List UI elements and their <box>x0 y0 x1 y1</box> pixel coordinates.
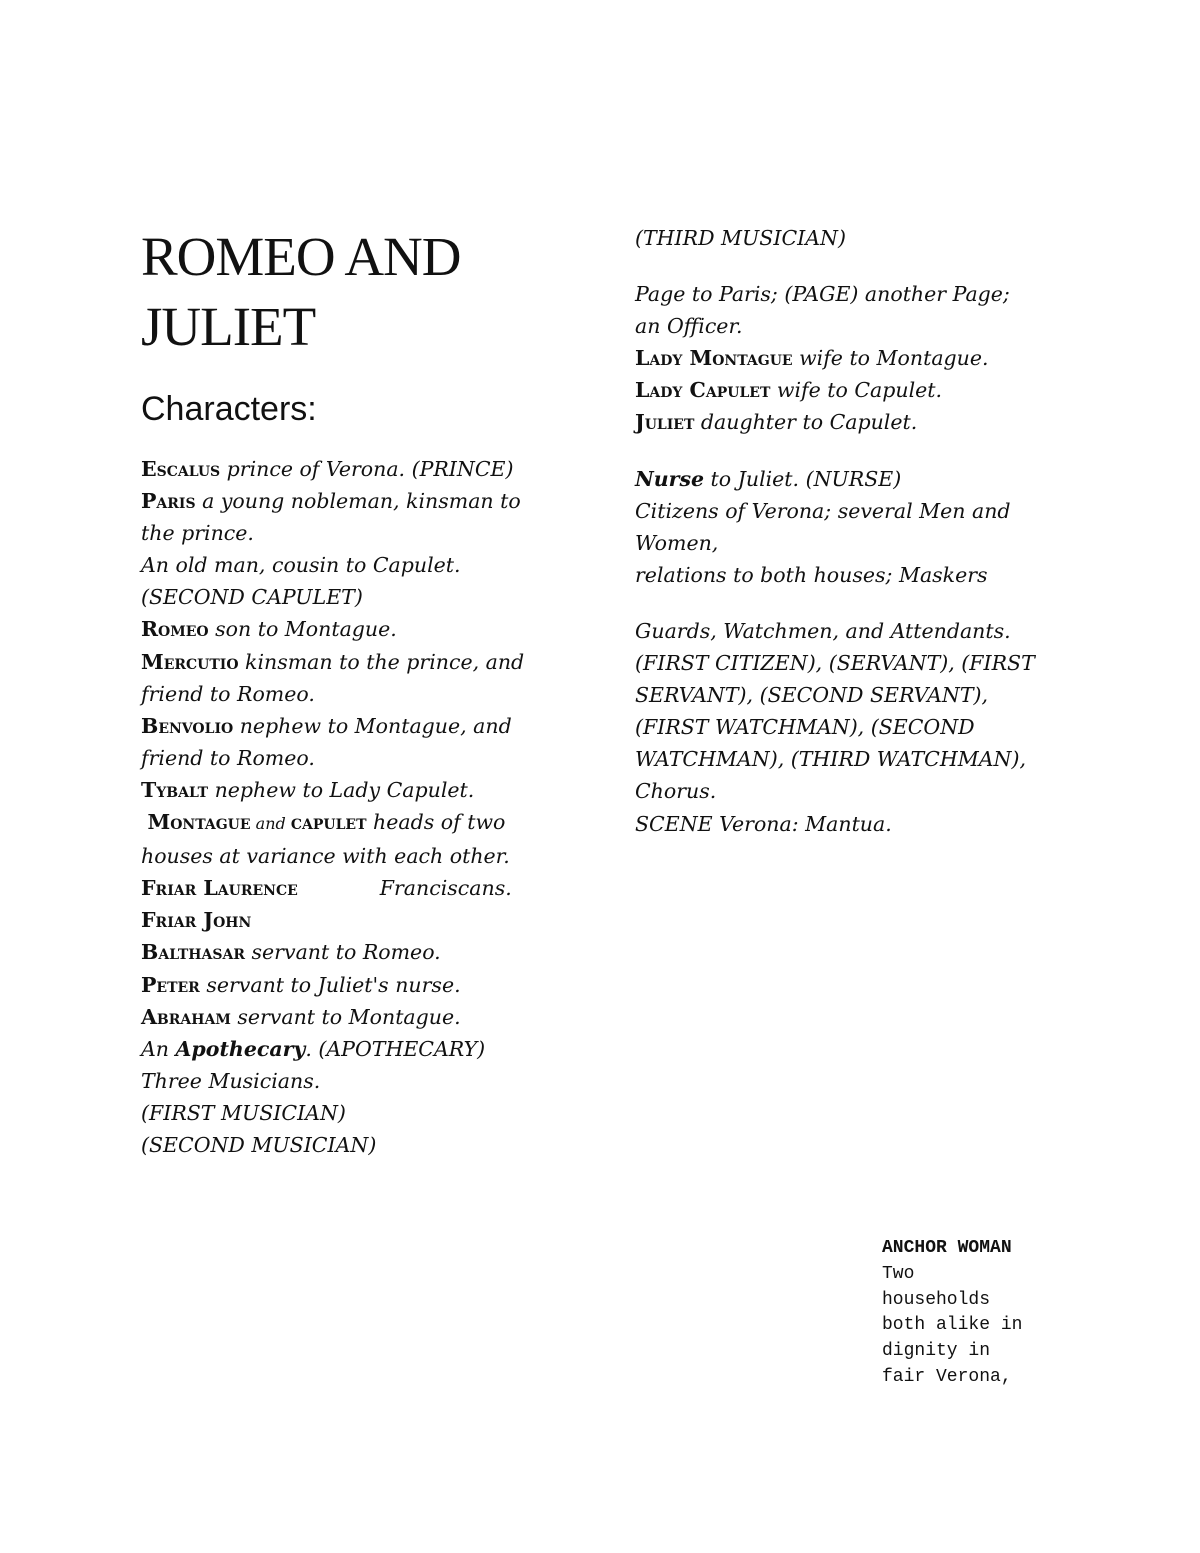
dialogue-line: households <box>882 1289 991 1310</box>
title-line-1: ROMEO AND <box>141 226 461 287</box>
character-tag: (SECOND MUSICIAN) <box>141 1132 377 1157</box>
guards-line-3 <box>635 679 1095 711</box>
character-lady-capulet <box>635 374 1095 406</box>
character-officer <box>635 310 1095 342</box>
character-romeo <box>141 613 591 645</box>
character-name: capulet <box>290 810 367 835</box>
character-description: heads of two <box>366 810 506 835</box>
character-third-musician <box>635 222 1095 254</box>
character-description: a young nobleman, kinsman to <box>195 489 521 514</box>
character-description: the prince. <box>141 521 254 546</box>
character-name: Escalus <box>141 457 221 481</box>
citizens-line-3 <box>635 559 1095 591</box>
character-peter <box>141 969 591 1001</box>
character-description: (FIRST CITIZEN), (SERVANT), (FIRST <box>635 651 1035 676</box>
speaker-name: ANCHOR WOMAN <box>882 1238 1012 1258</box>
character-description: kinsman to the prince, and <box>238 649 525 674</box>
character-name: Friar John <box>141 908 252 933</box>
character-mercutio-cont <box>141 678 591 710</box>
character-paris <box>141 485 591 517</box>
article: An <box>141 1036 176 1061</box>
character-mercutio <box>141 646 591 678</box>
character-montague-capulet-cont <box>141 840 591 872</box>
character-name: Paris <box>141 489 196 514</box>
character-escalus <box>141 453 591 485</box>
guards-line-1 <box>635 615 1095 647</box>
character-name: Benvolio <box>141 713 234 738</box>
character-name: Mercutio <box>141 649 239 674</box>
character-benvolio-cont <box>141 742 591 774</box>
character-description: Three Musicians. <box>141 1068 321 1093</box>
character-description: Women, <box>635 530 719 555</box>
citizens-line-1 <box>635 495 1095 527</box>
character-tag: (FIRST MUSICIAN) <box>141 1100 346 1125</box>
character-friar-john <box>141 904 591 936</box>
character-name: Abraham <box>141 1004 231 1029</box>
character-name: Friar Laurence <box>141 876 298 901</box>
character-abraham <box>141 1001 591 1033</box>
character-description: relations to both houses; Maskers <box>635 562 988 587</box>
character-second-capulet <box>141 581 591 613</box>
guards-line-2 <box>635 647 1095 679</box>
citizens-line-2 <box>635 527 1095 559</box>
paragraph-gap <box>635 439 1095 463</box>
character-page <box>635 278 1095 310</box>
character-description: WATCHMAN), (THIRD WATCHMAN), <box>635 747 1026 772</box>
characters-heading: Characters: <box>141 390 317 428</box>
character-description: son to Montague. <box>208 617 397 642</box>
character-name: Lady Montague <box>635 346 793 371</box>
character-description: wife to Capulet. <box>770 378 943 403</box>
guards-line-4 <box>635 711 1095 743</box>
character-description: nephew to Montague, and <box>233 713 512 738</box>
character-name: Tybalt <box>141 777 209 802</box>
character-list-right <box>635 222 1095 840</box>
play-title <box>141 222 591 362</box>
character-first-musician <box>141 1097 591 1129</box>
character-description: An old man, cousin to Capulet. <box>141 553 461 578</box>
character-description: to Juliet. (NURSE) <box>704 466 902 491</box>
character-juliet <box>635 406 1095 438</box>
character-name: Balthasar <box>141 940 246 965</box>
character-description: an Officer. <box>635 314 743 339</box>
character-name: Romeo <box>141 617 209 642</box>
character-nurse <box>635 463 1095 495</box>
character-description: servant to Romeo. <box>245 940 441 965</box>
anchor-woman-dialogue <box>882 1236 1022 1391</box>
character-description: Guards, Watchmen, and Attendants. <box>635 618 1011 643</box>
character-paris-cont <box>141 517 591 549</box>
character-description: houses at variance with each other. <box>141 844 510 869</box>
left-column <box>141 222 591 1161</box>
character-description: wife to Montague. <box>792 346 989 371</box>
character-description: SERVANT), (SECOND SERVANT), <box>635 683 989 708</box>
character-description: servant to Juliet's nurse. <box>199 972 461 997</box>
character-name: Nurse <box>635 466 705 491</box>
character-montague-capulet <box>141 806 591 840</box>
character-benvolio <box>141 710 591 742</box>
character-apothecary <box>141 1033 591 1065</box>
paragraph-gap <box>635 254 1095 278</box>
character-description: Franciscans. <box>379 876 512 901</box>
character-description: nephew to Lady Capulet. <box>208 777 475 802</box>
title-line-2: JULIET <box>141 296 316 357</box>
character-lady-montague <box>635 342 1095 374</box>
character-name: Apothecary <box>175 1036 306 1061</box>
dialogue-line: fair Verona, <box>882 1366 1012 1387</box>
character-description: prince of Verona. (PRINCE) <box>220 457 514 481</box>
character-name: Lady Capulet <box>635 378 771 403</box>
character-description: friend to Romeo. <box>141 681 315 706</box>
character-old-man <box>141 549 591 581</box>
character-description: friend to Romeo. <box>141 745 315 770</box>
character-balthasar <box>141 936 591 968</box>
character-tag: (THIRD MUSICIAN) <box>635 226 846 250</box>
conjunction: and <box>250 814 291 834</box>
dialogue-line: both alike in <box>882 1315 1023 1336</box>
character-description: daughter to Capulet. <box>694 410 918 435</box>
character-description: . (APOTHECARY) <box>305 1036 486 1061</box>
character-description: (FIRST WATCHMAN), (SECOND <box>635 715 975 740</box>
character-three-musicians <box>141 1065 591 1097</box>
chorus-line <box>635 775 1095 807</box>
character-description: servant to Montague. <box>230 1004 461 1029</box>
right-column <box>635 222 1095 840</box>
scene-description: SCENE Verona: Mantua. <box>635 811 892 836</box>
character-name: Montague <box>147 810 251 835</box>
character-tybalt <box>141 774 591 806</box>
character-list-left <box>141 453 591 1161</box>
character-tag: (SECOND CAPULET) <box>141 585 363 610</box>
character-name: Juliet <box>635 410 695 435</box>
character-description: Chorus. <box>635 779 717 804</box>
scene-line <box>635 808 1095 840</box>
character-description: Page to Paris; (PAGE) another Page; <box>635 282 1010 307</box>
guards-line-5 <box>635 743 1095 775</box>
dialogue-line: Two <box>882 1263 915 1284</box>
dialogue-line: dignity in <box>882 1341 991 1362</box>
paragraph-gap <box>635 591 1095 615</box>
character-second-musician <box>141 1129 591 1161</box>
character-name: Peter <box>141 972 200 997</box>
character-description: Citizens of Verona; several Men and <box>635 498 1011 523</box>
character-friar-laurence <box>141 872 591 904</box>
